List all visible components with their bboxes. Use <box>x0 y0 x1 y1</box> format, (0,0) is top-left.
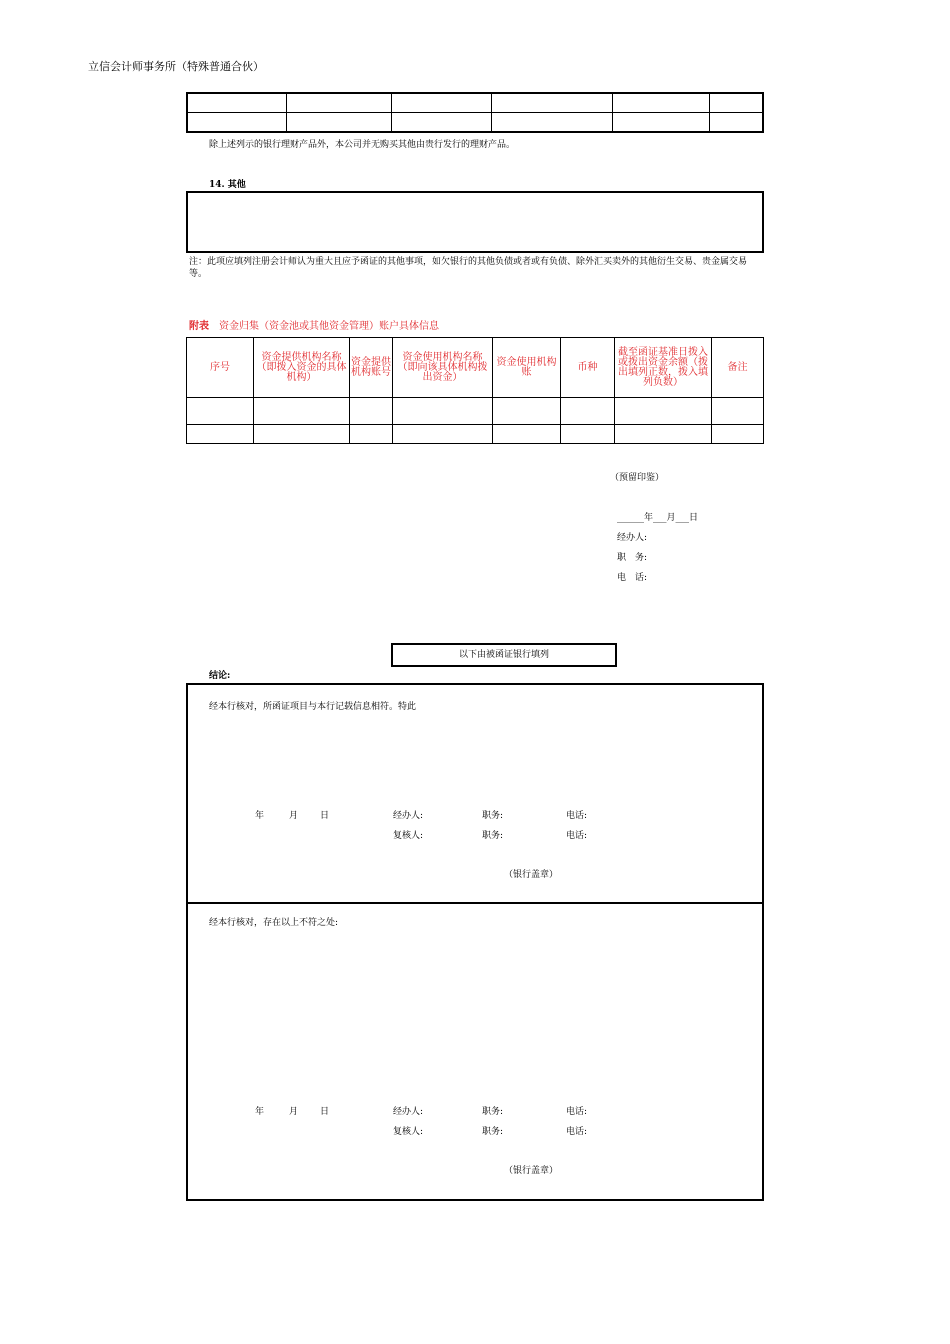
other-note: 注：此项应填列注册会计师认为重大且应予函证的其他事项，如欠银行的其他负债或者或有负债、除外汇买卖外的其他衍生交易、贵金属交易等。 <box>189 257 748 279</box>
position-label: 职务: <box>482 811 504 821</box>
table-cell <box>710 113 764 133</box>
date-year: 年 <box>255 1107 265 1117</box>
date-month: 月 <box>289 811 299 821</box>
col-header: 资金使用机构账 <box>493 338 561 398</box>
seal-date: ______年___月___日 <box>617 513 699 523</box>
table-cell <box>712 398 764 425</box>
table-cell <box>561 398 615 425</box>
table-cell <box>254 398 350 425</box>
date-day: 日 <box>320 811 330 821</box>
table-row <box>187 398 764 425</box>
table-cell <box>493 425 561 444</box>
col-header: 资金提供机构名称（即拨入资金的具体机构） <box>254 338 350 398</box>
table-cell <box>712 425 764 444</box>
handler-label: 经办人: <box>393 1107 424 1117</box>
table-cell <box>350 398 393 425</box>
table-cell <box>615 425 712 444</box>
table-cell <box>187 113 287 133</box>
table-header-row <box>187 338 764 398</box>
table-cell <box>393 425 493 444</box>
table-cell <box>615 398 712 425</box>
col-header: 币种 <box>561 338 615 398</box>
table-cell <box>254 425 350 444</box>
col-header: 资金提供机构账号 <box>350 338 393 398</box>
position-label: 职务: <box>482 1107 504 1117</box>
handler-label: 经办人: <box>393 811 424 821</box>
section-14-title: 14. 其他 <box>209 180 246 190</box>
conclusion-label: 结论: <box>209 671 231 681</box>
table-cell <box>187 425 254 444</box>
match-statement: 经本行核对，所函证项目与本行记载信息相符。特此 <box>209 702 417 712</box>
seal-position: 职 务: <box>617 553 648 563</box>
table-row <box>187 113 763 133</box>
col-header: 序号 <box>187 338 254 398</box>
col-header: 资金使用机构名称（即向该具体机构拨出资金） <box>393 338 493 398</box>
wealth-product-table <box>186 92 764 133</box>
date-year: 年 <box>255 811 265 821</box>
date-day: 日 <box>320 1107 330 1117</box>
bank-seal: （银行盖章） <box>504 1166 559 1176</box>
table-cell <box>392 93 492 113</box>
appendix-heading <box>189 317 439 332</box>
table-cell <box>561 425 615 444</box>
conclusion-box-match[interactable] <box>186 683 764 904</box>
col-header: 截至函证基准日拨入或拨出资金余额（拨出填列正数，拨入填列负数） <box>615 338 712 398</box>
table-row <box>187 93 763 113</box>
phone-label: 电话: <box>566 831 588 841</box>
table-cell <box>187 93 287 113</box>
appendix-title: 资金归集（资金池或其他资金管理）账户具体信息 <box>219 321 439 332</box>
table-cell <box>492 113 613 133</box>
table-cell <box>350 425 393 444</box>
col-header: 备注 <box>712 338 764 398</box>
page-header: 立信会计师事务所（特殊普通合伙） <box>88 60 264 73</box>
appendix-label: 附表 <box>189 321 209 332</box>
mismatch-statement: 经本行核对，存在以上不符之处: <box>209 918 339 928</box>
wealth-note: 除上述列示的银行理财产品外，本公司并无购买其他由贵行发行的理财产品。 <box>209 140 516 150</box>
phone-label: 电话: <box>566 1107 588 1117</box>
table-cell <box>613 93 710 113</box>
table-cell <box>392 113 492 133</box>
reserved-seal: （预留印鉴） <box>610 473 665 483</box>
position-label: 职务: <box>482 1127 504 1137</box>
table-cell <box>710 93 764 113</box>
conclusion-box-mismatch[interactable] <box>186 901 764 1201</box>
table-cell <box>393 398 493 425</box>
table-cell <box>613 113 710 133</box>
section-14-box[interactable] <box>186 191 764 253</box>
seal-phone: 电 话: <box>617 573 648 583</box>
table-cell <box>287 113 392 133</box>
seal-handler: 经办人: <box>617 533 648 543</box>
bank-section-label: 以下由被函证银行填列 <box>391 643 617 667</box>
appendix-table <box>186 337 764 444</box>
table-cell <box>493 398 561 425</box>
position-label: 职务: <box>482 831 504 841</box>
date-month: 月 <box>289 1107 299 1117</box>
bank-seal: （银行盖章） <box>504 870 559 880</box>
reviewer-label: 复核人: <box>393 831 424 841</box>
table-cell <box>287 93 392 113</box>
reviewer-label: 复核人: <box>393 1127 424 1137</box>
table-row <box>187 425 764 444</box>
phone-label: 电话: <box>566 1127 588 1137</box>
phone-label: 电话: <box>566 811 588 821</box>
table-cell <box>492 93 613 113</box>
table-cell <box>187 398 254 425</box>
